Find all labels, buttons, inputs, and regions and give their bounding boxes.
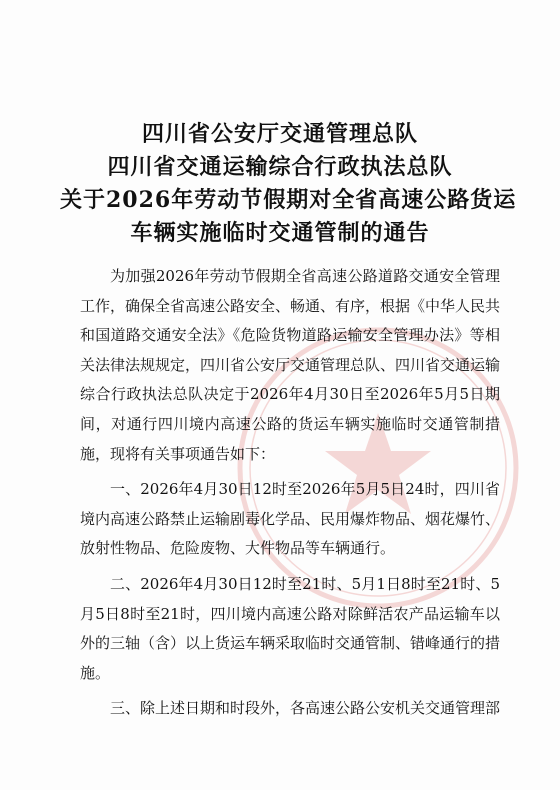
title-line-3: 关于2026年劳动节假期对全省高速公路货运 bbox=[60, 187, 517, 213]
title-line-2: 四川省交通运输综合行政执法总队 bbox=[107, 154, 453, 180]
intro-paragraph: 为加强2026年劳动节假期全省高速公路道路交通安全管理工作，确保全省高速公路安全、畅通、有序，根据《中华人民共和国道路交通安全法》《危险货物道路运输安全管理办法》等相关法律法规规定，四川省公安厅交通管理总队、四川省交通运输综合行政执法总队决定于2026年4月30日至2026年5月5日期间，对通行四川境内高速公路的货运车辆实施临时交通管制措施，现将有关事项通告如下： bbox=[80, 267, 501, 463]
clause-two-paragraph: 二、2026年4月30日12时至21时、5月1日8时至21时、5月5日8时至21时，四川境内高速公路对除鲜活农产品运输车以外的三轴（含）以上货运车辆采取临时交通管制、错峰通行的措施。 bbox=[80, 574, 501, 682]
notice-title bbox=[60, 118, 517, 250]
clause-one-paragraph: 一、2026年4月30日12时至2026年5月5日24时，四川省境内高速公路禁止运输剧毒化学品、民用爆炸物品、烟花爆竹、放射性物品、危险废物、大件物品等车辆通行。 bbox=[80, 480, 501, 558]
title-line-1: 四川省公安厅交通管理总队 bbox=[141, 121, 418, 147]
title-line-4: 车辆实施临时交通管制的通告 bbox=[130, 220, 430, 246]
notice-body bbox=[80, 262, 500, 730]
clause-three-paragraph: 三、除上述日期和时段外，各高速公路公安机关交通管理部 bbox=[110, 699, 501, 718]
